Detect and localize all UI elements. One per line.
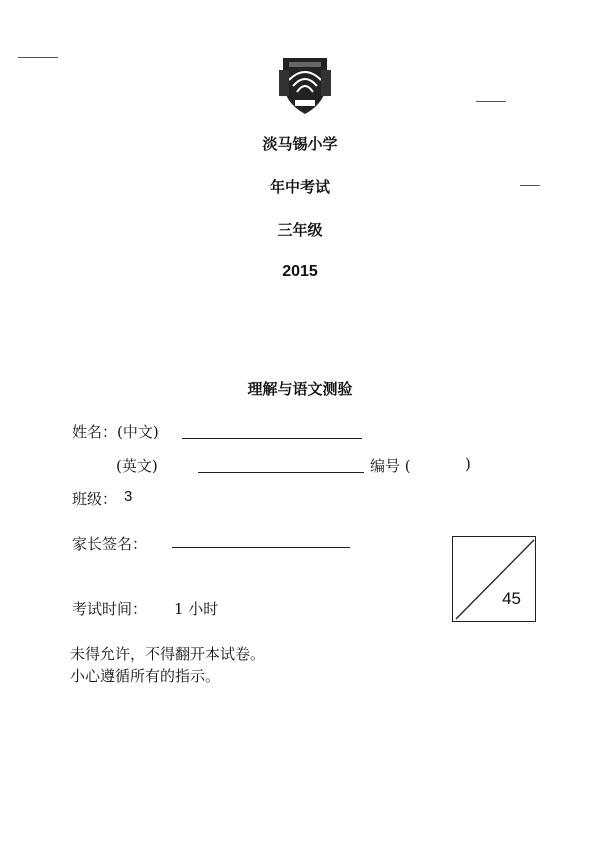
- parent-signature-field[interactable]: [172, 547, 350, 548]
- score-box: [452, 536, 536, 622]
- instruction-line: 小心遵循所有的指示。: [70, 667, 221, 685]
- school-crest-logo: [275, 50, 335, 120]
- exam-title: 年中考试: [269, 178, 330, 196]
- instruction-line: 未得允许，不得翻开本试卷。: [70, 645, 266, 663]
- subject-title: 理解与语文测验: [247, 380, 353, 398]
- school-name: 淡马锡小学: [262, 135, 338, 153]
- name-english-label: (英文): [116, 457, 158, 475]
- index-number-label: 编号 (: [370, 457, 411, 475]
- parent-signature-label: 家长签名：: [72, 535, 148, 553]
- exam-time-value: 1 小时: [174, 600, 219, 618]
- name-chinese-label: 姓名：(中文): [72, 423, 159, 441]
- exam-year: 2015: [282, 263, 318, 280]
- grade-level: 三年级: [277, 221, 323, 239]
- score-total: 45: [502, 589, 521, 608]
- name-chinese-field[interactable]: [182, 438, 362, 439]
- name-english-field[interactable]: [198, 472, 364, 473]
- index-number-close: ): [465, 455, 471, 473]
- exam-time-label: 考试时间：: [72, 600, 148, 618]
- scan-speck: [476, 101, 506, 102]
- class-value: 3: [124, 488, 133, 505]
- score-box-diagonal: [453, 537, 537, 623]
- class-label: 班级：: [72, 490, 118, 508]
- scan-speck: [18, 57, 58, 58]
